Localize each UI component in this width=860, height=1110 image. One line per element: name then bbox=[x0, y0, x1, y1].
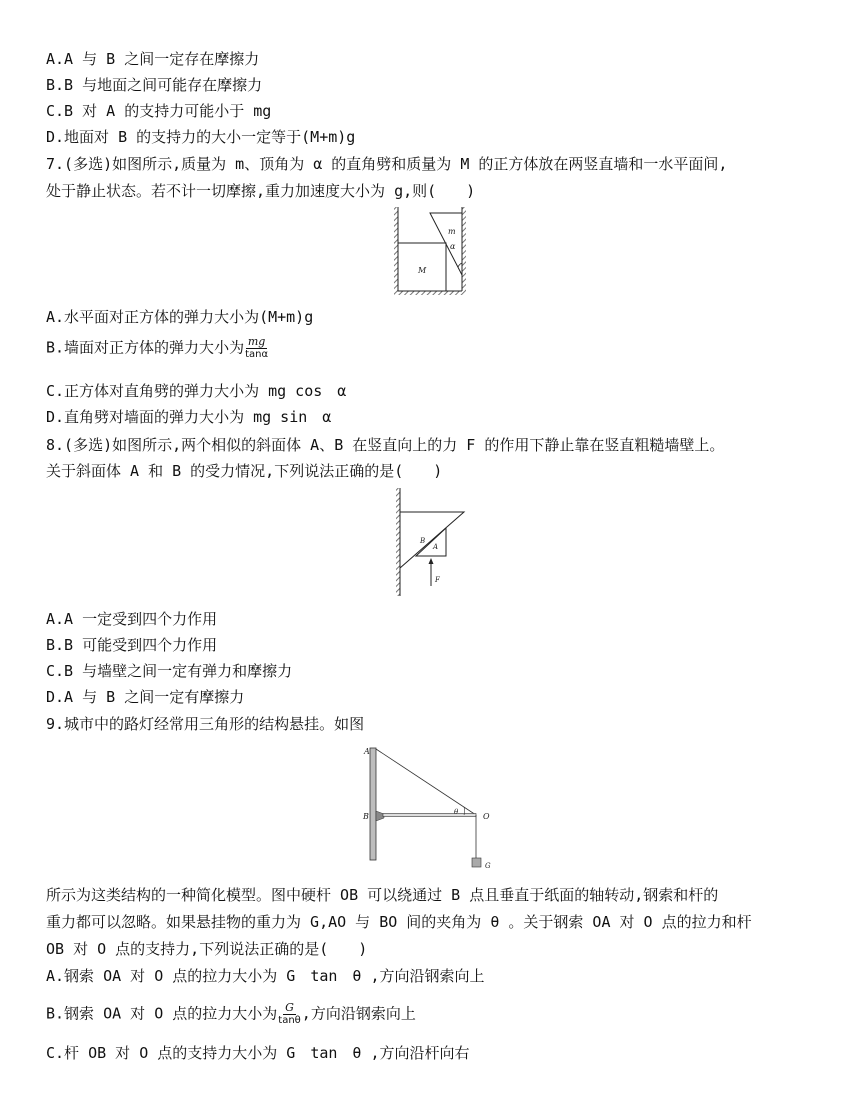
q9-stem-line4: OB 对 O 点的支持力,下列说法正确的是( ) bbox=[46, 940, 368, 958]
q7-label-m: m bbox=[448, 227, 456, 236]
q9-option-b-suffix: ,方向沿钢索向上 bbox=[301, 1004, 416, 1023]
q8-option-d: D.A 与 B 之间一定有摩擦力 bbox=[46, 688, 245, 706]
q8-wall bbox=[396, 488, 400, 596]
q8-block-B bbox=[400, 512, 464, 568]
q6-option-c: C.B 对 A 的支持力可能小于 mg bbox=[46, 102, 272, 120]
q9-option-c: C.杆 OB 对 O 点的支持力大小为 G tan θ ,方向沿杆向右 bbox=[46, 1044, 470, 1062]
q8-label-B: B bbox=[420, 537, 426, 545]
q9-option-b-prefix: B.钢索 OA 对 O 点的拉力大小为 bbox=[46, 1004, 278, 1023]
q7-option-b-fraction bbox=[245, 336, 268, 360]
q8-option-a: A.A 一定受到四个力作用 bbox=[46, 610, 218, 628]
q9-option-b-numerator: G bbox=[285, 1001, 294, 1014]
q9-rod-OB bbox=[383, 814, 476, 817]
q7-ground bbox=[394, 291, 466, 295]
q9-label-G: G bbox=[485, 862, 491, 870]
q7-option-d: D.直角劈对墙面的弹力大小为 mg sin α bbox=[46, 408, 332, 426]
q8-option-b: B.B 可能受到四个力作用 bbox=[46, 636, 218, 654]
q8-stem-line2: 关于斜面体 A 和 B 的受力情况,下列说法正确的是( ) bbox=[46, 462, 443, 480]
q8-option-c: C.B 与墙壁之间一定有弹力和摩擦力 bbox=[46, 662, 293, 680]
q9-option-b bbox=[46, 1002, 416, 1026]
q9-wall bbox=[370, 748, 376, 860]
q8-label-A: A bbox=[433, 543, 439, 551]
q7-option-b bbox=[46, 336, 269, 360]
q8-label-F: F bbox=[435, 576, 440, 584]
q8-stem-line1: 8.(多选)如图所示,两个相似的斜面体 A、B 在竖直向上的力 F 的作用下静止靠在竖直粗糙墙壁上。 bbox=[46, 436, 725, 454]
q7-stem-line2: 处于静止状态。若不计一切摩擦,重力加速度大小为 g,则( ) bbox=[46, 182, 476, 200]
q9-theta-arc bbox=[464, 807, 465, 815]
q7-option-c: C.正方体对直角劈的弹力大小为 mg cos α bbox=[46, 382, 347, 400]
q9-stem-line1: 9.城市中的路灯经常用三角形的结构悬挂。如图 bbox=[46, 715, 365, 733]
q9-weight-G bbox=[472, 858, 481, 867]
q8-figure bbox=[394, 486, 474, 598]
q7-figure bbox=[392, 205, 470, 297]
q7-option-b-denominator: tanα bbox=[245, 349, 269, 360]
q9-label-theta: θ bbox=[454, 808, 459, 816]
q9-option-b-fraction bbox=[278, 1002, 301, 1026]
q7-alpha-arc bbox=[458, 263, 462, 267]
q9-option-b-denominator: tanθ bbox=[278, 1015, 301, 1026]
q9-figure bbox=[360, 740, 510, 872]
q7-stem-line1: 7.(多选)如图所示,质量为 m、顶角为 α 的直角劈和质量为 M 的正方体放在两竖直墙和一水平面间, bbox=[46, 155, 728, 173]
q6-option-a: A.A 与 B 之间一定存在摩擦力 bbox=[46, 50, 260, 68]
q7-label-alpha: α bbox=[450, 242, 456, 251]
q7-left-wall bbox=[394, 207, 398, 295]
q8-force-arrowhead bbox=[429, 558, 434, 564]
q9-stem-line2: 所示为这类结构的一种简化模型。图中硬杆 OB 可以绕通过 B 点且垂直于纸面的轴转动,钢索和杆的 bbox=[46, 886, 719, 904]
q7-right-wall bbox=[462, 207, 466, 295]
q6-option-d: D.地面对 B 的支持力的大小一定等于(M+m)g bbox=[46, 128, 356, 146]
q7-option-a: A.水平面对正方体的弹力大小为(M+m)g bbox=[46, 308, 314, 326]
q7-option-b-numerator: mg bbox=[247, 335, 266, 348]
q7-option-b-prefix: B.墙面对正方体的弹力大小为 bbox=[46, 338, 245, 357]
q9-cable-OA bbox=[376, 749, 476, 815]
q6-option-b: B.B 与地面之间可能存在摩擦力 bbox=[46, 76, 263, 94]
q9-stem-line3: 重力都可以忽略。如果悬挂物的重力为 G,AO 与 BO 间的夹角为 θ 。关于钢索 OA 对 O 点的拉力和杆 bbox=[46, 913, 752, 931]
q9-option-a: A.钢索 OA 对 O 点的拉力大小为 G tan θ ,方向沿钢索向上 bbox=[46, 967, 485, 985]
q9-label-O: O bbox=[483, 812, 490, 821]
q9-label-A: A bbox=[364, 747, 370, 756]
q7-label-M: M bbox=[418, 266, 427, 275]
q9-label-B: B bbox=[363, 812, 369, 821]
